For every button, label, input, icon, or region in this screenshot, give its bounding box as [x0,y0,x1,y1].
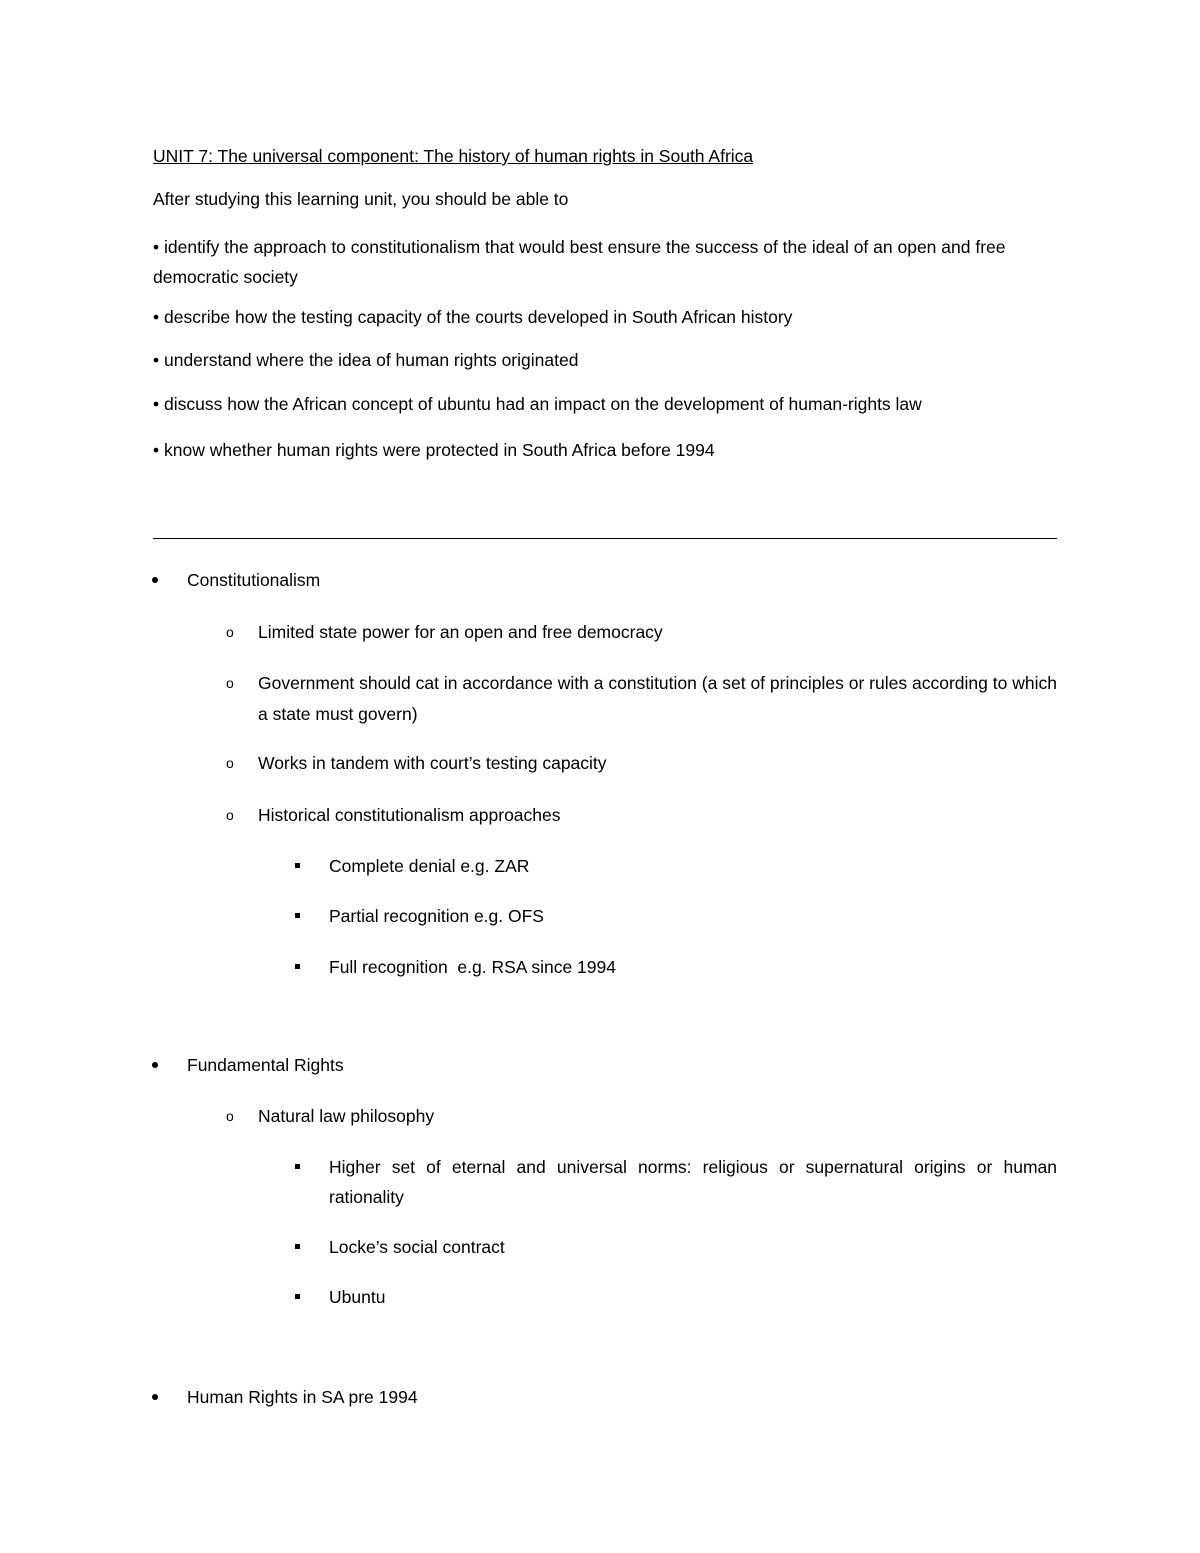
list-item: Historical constitutionalism approaches [258,805,561,825]
square-bullet-icon [295,1164,300,1169]
objective-item: • describe how the testing capacity of the courts developed in South African history [153,307,793,327]
page-title: UNIT 7: The universal component: The history of human rights in South Africa [153,146,754,166]
sub-list-item: Higher set of eternal and universal norms: religious or supernatural origins or human rationality [329,1157,1057,1207]
objective-item: • know whether human rights were protected in South Africa before 1994 [153,440,715,460]
list-item: Limited state power for an open and free democracy [258,622,663,642]
circle-bullet-icon: o [226,755,234,771]
sub-list-item: Full recognition e.g. RSA since 1994 [329,957,616,977]
section-heading: Constitutionalism [187,570,321,590]
circle-bullet-icon: o [226,624,234,640]
sub-list-item: Locke’s social contract [329,1237,505,1257]
intro-text: After studying this learning unit, you should be able to [153,189,569,209]
square-bullet-icon [295,863,300,868]
square-bullet-icon [295,1244,300,1249]
bullet-icon [152,577,158,583]
sub-list-item: Complete denial e.g. ZAR [329,856,530,876]
square-bullet-icon [295,964,300,969]
separator-line [153,538,1057,539]
sub-list-item: Ubuntu [329,1287,386,1307]
circle-bullet-icon: o [226,675,234,691]
section-heading: Human Rights in SA pre 1994 [187,1387,418,1407]
circle-bullet-icon: o [226,807,234,823]
bullet-icon [152,1394,158,1400]
objective-item: • understand where the idea of human rights originated [153,350,579,370]
square-bullet-icon [295,913,300,918]
objective-item: • discuss how the African concept of ubuntu had an impact on the development of human-rights law [153,394,922,414]
list-item: Natural law philosophy [258,1106,435,1126]
objective-item: • identify the approach to constitutionalism that would best ensure the success of the ideal of an open and free democratic society [153,237,1006,287]
bullet-icon [152,1062,158,1068]
section-heading: Fundamental Rights [187,1055,344,1075]
circle-bullet-icon: o [226,1108,234,1124]
square-bullet-icon [295,1294,300,1299]
sub-list-item: Partial recognition e.g. OFS [329,906,544,926]
list-item: Government should cat in accordance with a constitution (a set of principles or rules according to which a state must govern) [258,673,1057,724]
list-item: Works in tandem with court’s testing capacity [258,753,607,773]
